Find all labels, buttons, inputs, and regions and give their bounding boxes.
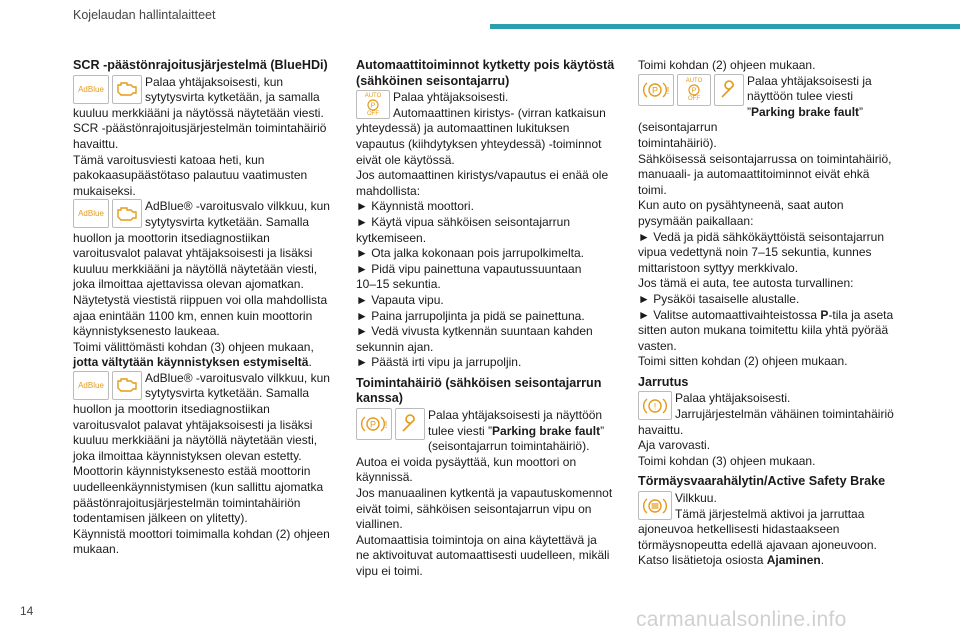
adblue-warning-icon: AdBlue [73,199,109,228]
svg-text:!: ! [384,420,388,432]
brake-warning-icon [638,391,672,420]
column-1 [73,58,335,558]
engine-warning-icon [112,199,142,228]
svg-text:P: P [651,85,659,96]
svg-text:P: P [369,419,377,430]
section-heading-fault: Toimintahäiriö (sähköisen seisontajarrun kanssa) [356,375,602,406]
section-heading-auto-off: Automaattitoiminnot kytketty pois käytöstä (sähköinen seisontajarru) [356,58,615,88]
parking-brake-fault-icon [638,74,674,106]
page-number: 14 [20,604,34,618]
collision-alert-icon [638,491,672,520]
section-heading-scr: SCR -päästönrajoitusjärjestelmä (BlueHDi) [73,58,328,72]
adblue-block-2: AdBlue AdBlue® -varoitusvalo vilkkuu, kun sytytysvirta kytketään. Samalla huollon ja moottorin itsediagnostiikan varoitusvalot palavat yhtäjaksoisesti ja lisäksi kuuluu merkkiääni ja näytöllä näytetään viesti, joka ilmoittaa ajettavissa olevan ajomatkan. Näytetystä viestistä riippuen voi olla mahdollista ajaa enintään 1100 km, ennen kuin moottorin käynnistyksenesto laukeaa. Toimi välittömästi kohdan (3) ohjeen mukaan, jotta vältytään käynnistyksen estymiseltä. [73,199,330,370]
auto-off-parking-icon: AUTO P OFF [677,74,711,106]
engine-warning-icon [112,75,142,104]
collision-block: Vilkkuu. Tämä järjestelmä aktivoi ja jarruttaa ajoneuvoa hetkellisesti hidastaakseen törmäysnopeutta edellä ajavaan ajoneuvoon. Katso lisätietoja osiosta Ajaminen. [638,491,877,568]
column-2 [356,58,620,580]
section-heading-collision: Törmäysvaarahälytin/Active Safety Brake [638,474,886,489]
header-accent-bar [490,24,960,29]
wrench-service-icon [714,74,744,106]
parking-brake-fault-icon [356,408,392,440]
watermark: carmanualsonline.info [636,608,847,631]
adblue-block-3: AdBlue AdBlue® -varoitusvalo vilkkuu, kun sytytysvirta kytketään. Samalla huollon ja moottorin itsediagnostiikan varoitusvalot palavat yhtäjaksoisesti ja lisäksi kuuluu merkkiääni ja näytöllä näytetään viesti, joka ilmoittaa käynnistyksen olevan estetty. Moottorin käynnistyksenesto estää moottorin uudelleenkäynnistymisen (kun sallittu ajomatka päästönrajoitusjärjestelmän toimintahäiriön todentamisen jälkeen on ylitetty). Käynnistä moottori toimimalla kohdan (2) ohjeen mukaan. [73,370,330,557]
auto-off-block: AUTO P OFF Palaa yhtäjaksoisesti. Automaattinen kiristys- (virran katkaisun yhteydessä) ja automaattinen lukituksen vapautus (kiihdytyksen yhteydessä) -toiminnot eivät ole käytössä. Jos automaattinen kiristys/vapautus ei enää ole mahdollista: ► Käynnistä moottori. ► Käytä vipua sähköisen seisontajarrun kytkemiseen. ► Ota jalka kokonaan pois jarrupolkimelta. ► Pidä vipu painettuna vapautussuuntaan 10–15 sekuntia. ► Vapauta vipu. ► Paina jarrupoljinta ja pidä se painettuna. ► Vedä vivusta kytkennän suuntaan kahden sekunnin ajan. ► Päästä irti vipu ja jarrupoljin. [356,90,609,370]
column-3: Toimi kohdan (2) ohjeen mukaan. P ! AUTO P OFF Palaa yhtäjaksoisesti ja näyttöön tulee viesti ”Parking brake fault” (seisontajarrun toimintahäiriö). Sähköisessä seisontajarrussa on toimintahäiriö, manuaali- ja automaattitoiminnot eivät ehkä toimi. Kun auto on pysähtyneenä, saat auton pysymään paikallaan: ► Vedä ja pidä sähkökäyttöistä seisontajarrun vipua vedettynä noin 7–15 sekuntia, kunnes mittaristoon syttyy merkkivalo. Jos tämä ei auta, tee autosta turvallinen: ► Pysäköi tasaiselle alustalle. ► Valitse automaattivaihteistossa P-tila ja aseta sitten auton mukana toimitettu kiila yhtä pyörää vasten. Toimi sitten kohdan (2) ohjeen mukaan. Jarrutus ! Palaa yhtäjaksoisesti. Jarrujärjestelmän vähäinen toimintahäiriö havaittu. Aja varovasti. Toimi kohdan (3) ohjeen mukaan. Törmäysvaarahälytin/Active Safety Brake Vilkkuu. Tämä järjestelmä aktivoi ja jarruttaa ajoneuvoa hetkellisesti hidastaakseen törmäysnopeutta edellä ajavaan ajoneuvoon. Katso lisätietoja osiosta Ajaminen. [638,58,906,569]
adblue-warning-icon: AdBlue [73,371,109,400]
svg-text:P: P [691,87,697,95]
svg-text:!: ! [653,401,657,412]
parking-fault-block: P ! Palaa yhtäjaksoisesti ja näyttöön tulee viesti ”Parking brake fault” (seisontajarrun toimintahäiriö). Autoa ei voida pysäyttää, kun moottori on käynnissä. Jos manuaalinen kytkentä ja vapautuskomennot eivät toimi, sähköisen seisontajarrun vipu on viallinen. Automaattisia toimintoja on aina käytettävä ja ne aktivoituvat automaattisesti uudelleen, mikäli vipu ei toimi. [356,408,613,578]
adblue-block-1: AdBlue Palaa yhtäjaksoisesti, kun sytytysvirta kytketään, ja samalla kuuluu merkkiääni ja näytössä näytetään viesti. SCR -päästönrajoitusjärjestelmän toimintahäiriö havaittu. Tämä varoitusviesti katoaa heti, kun pakokaasupäästötaso palautuu vaatimusten mukaiseksi. [73,74,327,198]
section-heading-braking: Jarrutus [638,374,689,389]
adblue-warning-icon: AdBlue [73,75,109,104]
engine-warning-icon [112,371,142,400]
running-header: Kojelaudan hallintalaitteet [73,8,216,22]
svg-text:P: P [370,102,376,110]
braking-block: ! Palaa yhtäjaksoisesti. Jarrujärjestelmän vähäinen toimintahäiriö havaittu. Aja varovasti. Toimi kohdan (3) ohjeen mukaan. [638,391,894,468]
parking-fault-block-2: P ! AUTO P OFF Palaa yhtäjaksoisesti ja näyttöön tulee viesti ”Parking brake fault” (seisontajarrun toimintahäiriö). Sähköisessä seisontajarrussa on toimintahäiriö, manuaali- ja automaattitoiminnot eivät ehkä toimi. Kun auto on pysähtyneenä, saat auton pysymään paikallaan: ► Vedä ja pidä sähkökäyttöistä seisontajarrun vipua vedettynä noin 7–15 sekuntia, kunnes mittaristoon syttyy merkkivalo. Jos tämä ei auta, tee autosta turvallinen: ► Pysäköi tasaiselle alustalle. ► Valitse automaattivaihteistossa P-tila ja aseta sitten auton mukana toimitettu kiila yhtä pyörää vasten. Toimi sitten kohdan (2) ohjeen mukaan. [638,73,894,369]
svg-text:!: ! [666,85,670,97]
wrench-service-icon [395,408,425,440]
auto-off-parking-icon: AUTO P OFF [356,90,390,119]
